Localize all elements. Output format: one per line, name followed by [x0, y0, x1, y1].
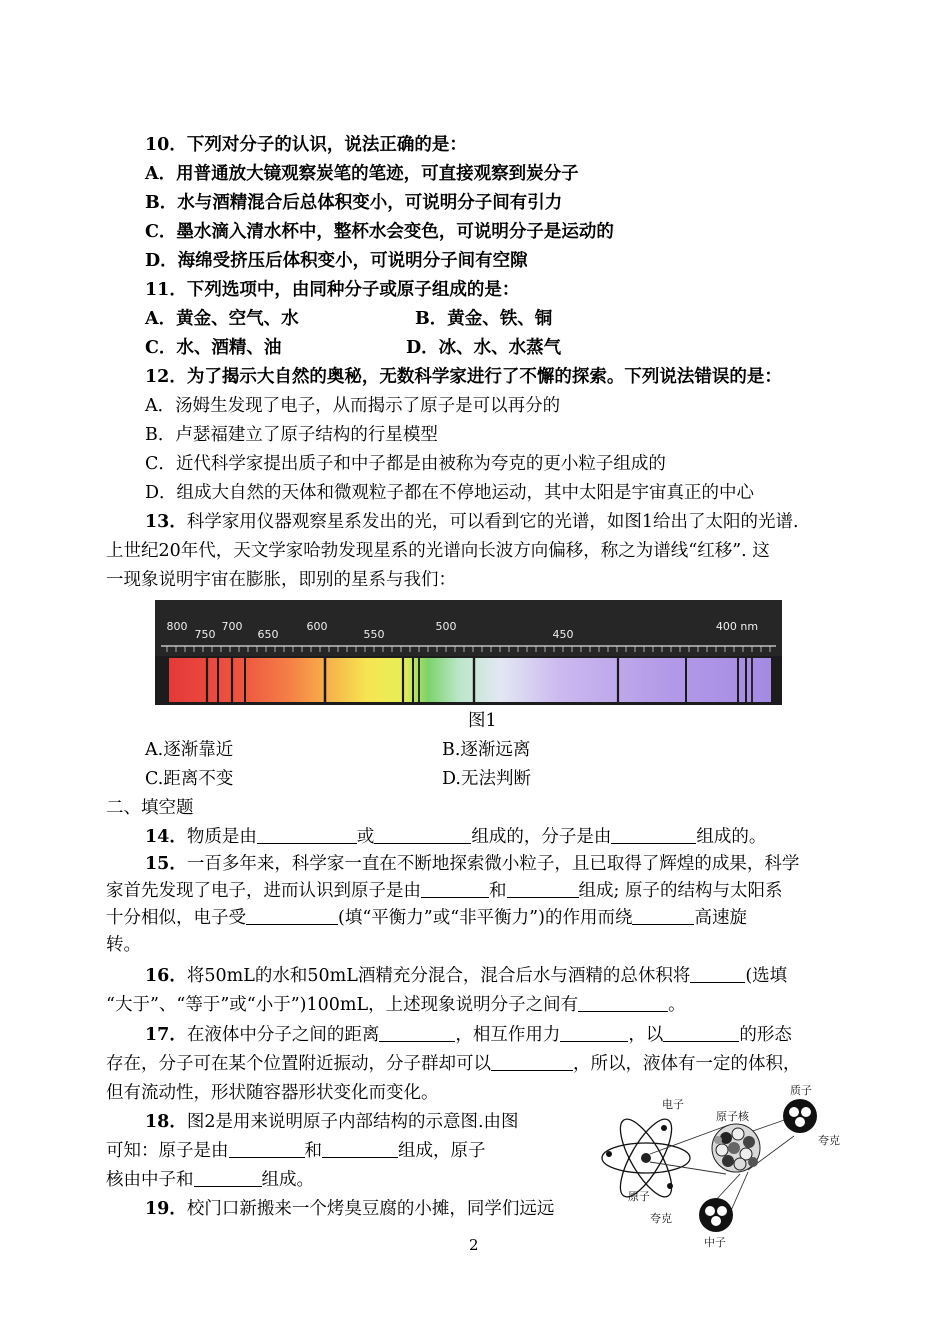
q13-line-3: 一现象说明宇宙在膨胀，即别的星系与我们：: [106, 570, 456, 590]
answer-blank[interactable]: [374, 825, 471, 844]
label-quark-1: 夸克: [818, 1134, 840, 1147]
answer-blank[interactable]: [421, 879, 489, 898]
q13-option-a: A.逐渐靠近: [145, 740, 234, 760]
atom-center-nucleus: [641, 1153, 651, 1163]
solar-spectrum-figure: [155, 600, 782, 705]
q12-stem: 12．为了揭示大自然的奥秘，无数科学家进行了不懈的探索。下列说法错误的是：: [145, 367, 782, 387]
q10-option-a: A．用普通放大镜观察炭笔的笔迹，可直接观察到炭分子: [145, 164, 579, 184]
answer-blank[interactable]: [507, 879, 579, 898]
q12-option-b: B．卢瑟福建立了原子结构的行星模型: [145, 425, 438, 445]
q10-stem: 10．下列对分子的认识，说法正确的是：: [145, 135, 467, 155]
q11-option-b: B．黄金、铁、铜: [415, 309, 553, 329]
answer-blank[interactable]: [229, 1139, 305, 1158]
q13-line-2: 上世纪20年代，天文学家哈勃发现星系的光谱向长波方向偏移，称之为谱线“红移”. 这: [106, 541, 770, 561]
tick-label-800: 800: [166, 620, 188, 633]
q15-line-1: 15．一百多年来，科学家一直在不断地探索微小粒子，且已取得了辉煌的成果，科学: [145, 854, 800, 874]
answer-blank[interactable]: [632, 906, 694, 925]
q13-option-d: D.无法判断: [442, 769, 531, 789]
q15-line-2: 家首先发现了电子，进而认识到原子是由 和 组成; 原子的结构与太阳系: [106, 881, 783, 901]
answer-blank[interactable]: [194, 1168, 262, 1187]
electron-dot: [667, 1183, 673, 1189]
page-number: 2: [469, 1236, 479, 1254]
tick-label-500: 500: [435, 620, 457, 633]
q12-option-a: A．汤姆生发现了电子，从而揭示了原子是可以再分的: [145, 396, 561, 416]
q10-option-c: C．墨水滴入清水杯中，整杯水会变色，可说明分子是运动的: [145, 222, 614, 242]
tick-label-400nm: 400 nm: [715, 620, 759, 633]
answer-blank[interactable]: [322, 1139, 398, 1158]
q18-line-1: 18．图2是用来说明原子内部结构的示意图.由图: [145, 1112, 519, 1132]
q16-line-1: 16．将50mL的水和50mL酒精充分混合，混合后水与酒精的总休积将 (选填: [145, 966, 788, 986]
label-neutron: 中子: [704, 1236, 726, 1249]
label-nucleus: 原子核: [716, 1110, 749, 1123]
label-quark-2: 夸克: [650, 1212, 672, 1225]
q14: 14．物质是由 或 组成的，分子是由 组成的。: [145, 827, 767, 847]
q12-option-d: D．组成大自然的天体和微观粒子都在不停地运动，其中太阳是宇宙真正的中心: [145, 483, 755, 503]
atom-structure-figure: [598, 1082, 853, 1250]
electron-dot: [606, 1151, 612, 1157]
q16-line-2: “大于”、“等于”或“小于”)100mL，上述现象说明分子之间有 。: [106, 995, 686, 1015]
q10-option-d: D．海绵受挤压后体积变小，可说明分子间有空隙: [145, 251, 528, 271]
q11-stem: 11．下列选项中，由同种分子或原子组成的是：: [145, 280, 520, 300]
spectrum-scale-band: [155, 600, 782, 656]
q18-line-3: 核由中子和 组成。: [106, 1170, 314, 1190]
answer-blank[interactable]: [663, 1023, 739, 1042]
answer-blank[interactable]: [491, 1052, 573, 1071]
answer-blank[interactable]: [578, 993, 668, 1012]
label-atom: 原子: [628, 1190, 650, 1203]
answer-blank[interactable]: [611, 825, 696, 844]
tick-label-650: 650: [257, 628, 279, 641]
q17-line-1: 17．在液体中分子之间的距离 ，相互作用力 ，以 的形态: [145, 1025, 792, 1045]
q17-line-2: 存在，分子可在某个位置附近振动，分子群却可以 ，所以，液体有一定的体积，: [106, 1054, 801, 1074]
q15-line-3: 十分相似，电子受 (填“平衡力”或“非平衡力”)的作用而绕 高速旋: [106, 908, 747, 928]
section-heading-fill-in: 二、填空题: [106, 798, 194, 818]
tick-label-750: 750: [194, 628, 216, 641]
answer-blank[interactable]: [379, 1023, 455, 1042]
q10-option-b: B．水与酒精混合后总体积变小，可说明分子间有引力: [145, 193, 563, 213]
tick-label-550: 550: [363, 628, 385, 641]
q17-line-3: 但有流动性，形状随容器形状变化而变化。: [106, 1083, 439, 1103]
proton-diagram: [783, 1099, 817, 1133]
q19-line-1: 19．校门口新搬来一个烤臭豆腐的小摊，同学们远远: [145, 1199, 555, 1219]
answer-blank[interactable]: [257, 825, 357, 844]
label-proton: 质子: [790, 1084, 812, 1097]
nucleus-cluster: [712, 1124, 760, 1172]
q12-option-c: C．近代科学家提出质子和中子都是由被称为夸克的更小粒子组成的: [145, 454, 666, 474]
color-spectrum: [169, 658, 771, 702]
q13-option-b: B.逐渐远离: [442, 740, 531, 760]
electron-dot: [661, 1125, 667, 1131]
q13-option-c: C.距离不变: [145, 769, 234, 789]
q11-option-d: D．冰、水、水蒸气: [406, 338, 562, 358]
q18-line-2: 可知：原子是由 和 组成，原子: [106, 1141, 486, 1161]
tick-label-600: 600: [306, 620, 328, 633]
tick-label-700: 700: [221, 620, 243, 633]
q11-option-c: C．水、酒精、油: [145, 338, 282, 358]
answer-blank[interactable]: [690, 964, 745, 983]
q11-option-a: A．黄金、空气、水: [145, 309, 299, 329]
q13-line-1: 13．科学家用仪器观察星系发出的光，可以看到它的光谱，如图1给出了太阳的光谱.: [145, 512, 799, 532]
label-electron: 电子: [662, 1098, 684, 1111]
q15-line-4: 转。: [106, 935, 141, 955]
answer-blank[interactable]: [560, 1023, 628, 1042]
neutron-diagram: [699, 1198, 733, 1232]
figure-1-caption: 图1: [468, 711, 497, 731]
answer-blank[interactable]: [246, 906, 338, 925]
tick-label-450: 450: [552, 628, 574, 641]
